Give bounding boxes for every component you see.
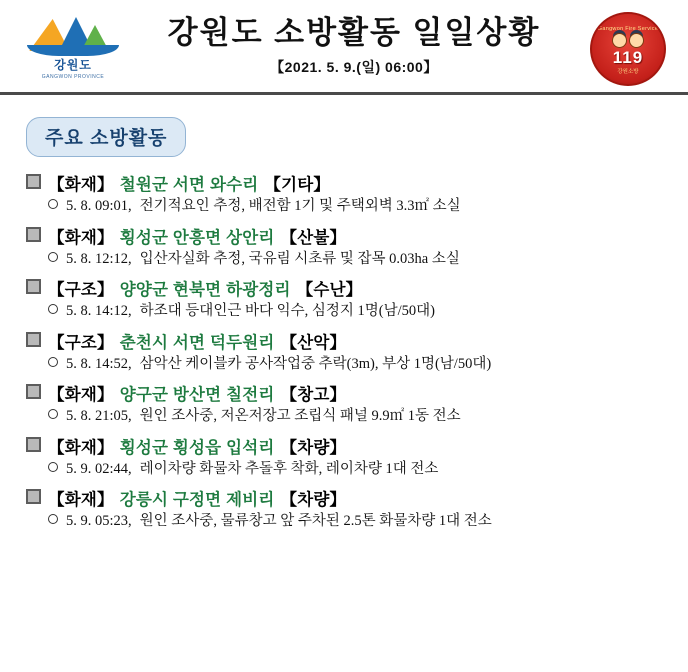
incident-category: 【차량】 (280, 491, 347, 510)
incident-type: 【구조】 (48, 281, 114, 300)
header-title-block (148, 15, 541, 77)
incident-category: 【차량】 (280, 438, 347, 457)
incident-detail (26, 250, 662, 270)
circle-bullet-icon (48, 199, 58, 209)
incident-detail (26, 302, 662, 322)
incident-location: 양양군 현북면 하광정리 (119, 281, 291, 300)
incident-time: 5. 8. 09:01, (66, 198, 132, 214)
incident-time: 5. 8. 14:52, (66, 355, 132, 372)
incident-time: 5. 8. 12:12, (66, 250, 132, 267)
incident-description: 삼악산 케이블카 공사작업중 추락(3m), 부상 1명(남/50대) (139, 355, 492, 372)
circle-bullet-icon (48, 514, 58, 524)
section-heading: 주요 소방활동 (26, 117, 186, 157)
square-bullet-icon (26, 174, 41, 189)
incident-header (26, 171, 662, 195)
incident-type: 【화재】 (48, 386, 114, 405)
list-item (26, 434, 662, 480)
incident-time: 5. 9. 02:44, (66, 460, 132, 477)
incident-description: 원인 조사중, 물류창고 앞 주차된 2.5톤 화물차량 1대 전소 (139, 513, 492, 530)
document-header (0, 0, 688, 95)
page-title: 강원도 소방활동 일일상황 (167, 15, 541, 51)
incident-type: 【화재】 (48, 491, 114, 510)
incident-description: 원인 조사중, 저온저장고 조립식 패널 9.9㎡ 1동 전소 (139, 408, 461, 425)
incident-header (26, 486, 662, 510)
incident-location: 춘천시 서면 덕두원리 (119, 333, 275, 352)
incident-detail (26, 460, 662, 480)
badge-top-label: Gangwon Fire Service (597, 25, 659, 32)
incident-description: 하조대 등대인근 바다 익수, 심정지 1명(남/50대) (139, 303, 435, 320)
incident-category: 【산악】 (280, 333, 347, 352)
list-item (26, 381, 662, 427)
incident-time: 5. 9. 05:23, (66, 513, 132, 530)
incident-category: 【수난】 (296, 281, 363, 300)
list-item (26, 224, 662, 270)
emblem-label-ko: 강원도 (54, 57, 92, 72)
square-bullet-icon (26, 332, 41, 347)
incident-category: 【창고】 (280, 386, 347, 405)
square-bullet-icon (26, 227, 41, 242)
emblem-shapes-icon (25, 15, 121, 55)
incident-location: 횡성군 횡성읍 입석리 (119, 438, 275, 457)
square-bullet-icon (26, 437, 41, 452)
mascot-faces-icon (612, 33, 644, 48)
circle-bullet-icon (48, 252, 58, 262)
incident-location: 철원군 서면 와수리 (119, 176, 259, 194)
incident-time: 5. 8. 21:05, (66, 408, 132, 425)
incident-header (26, 434, 662, 458)
incident-location: 강릉시 구정면 제비리 (119, 491, 275, 510)
incident-category: 【기타】 (264, 176, 331, 194)
incident-header (26, 329, 662, 353)
incident-detail (26, 407, 662, 427)
incident-type: 【화재】 (48, 176, 114, 194)
incident-time: 5. 8. 14:12, (66, 303, 132, 320)
badge-bottom-label: 강원소방 (617, 68, 639, 75)
incident-category: 【산불】 (280, 228, 347, 247)
report-date: 【2021. 5. 9.(일) 06:00】 (270, 58, 438, 75)
incident-location: 횡성군 안흥면 상안리 (119, 228, 275, 247)
badge-number: 119 (612, 47, 644, 67)
square-bullet-icon (26, 384, 41, 399)
incident-detail (26, 197, 662, 217)
circle-bullet-icon (48, 304, 58, 314)
incident-description: 레이차량 화물차 추돌후 착화, 레이차량 1대 전소 (139, 460, 439, 477)
square-bullet-icon (26, 279, 41, 294)
list-item (26, 329, 662, 375)
list-item (26, 486, 662, 532)
incident-header (26, 381, 662, 405)
fire-119-badge-icon (590, 12, 666, 86)
incident-type: 【구조】 (48, 333, 114, 352)
incident-detail (26, 512, 662, 532)
incident-description: 입산자실화 추정, 국유림 시초류 및 잡목 0.03ha 소실 (139, 250, 460, 267)
incident-type: 【화재】 (48, 228, 114, 247)
circle-bullet-icon (48, 357, 58, 367)
square-bullet-icon (26, 489, 41, 504)
incident-header (26, 276, 662, 300)
incident-detail (26, 355, 662, 375)
incident-type: 【화재】 (48, 438, 114, 457)
list-item (26, 276, 662, 322)
incident-location: 양구군 방산면 칠전리 (119, 386, 275, 405)
incident-description: 전기적요인 추정, 배전함 1기 및 주택외벽 3.3㎡ 소실 (139, 198, 461, 214)
circle-bullet-icon (48, 409, 58, 419)
circle-bullet-icon (48, 462, 58, 472)
gangwon-province-emblem-icon (18, 14, 128, 80)
incident-header (26, 224, 662, 248)
list-item (26, 171, 662, 217)
document-body (0, 95, 688, 532)
emblem-label-en: GANGWON PROVINCE (41, 73, 105, 80)
